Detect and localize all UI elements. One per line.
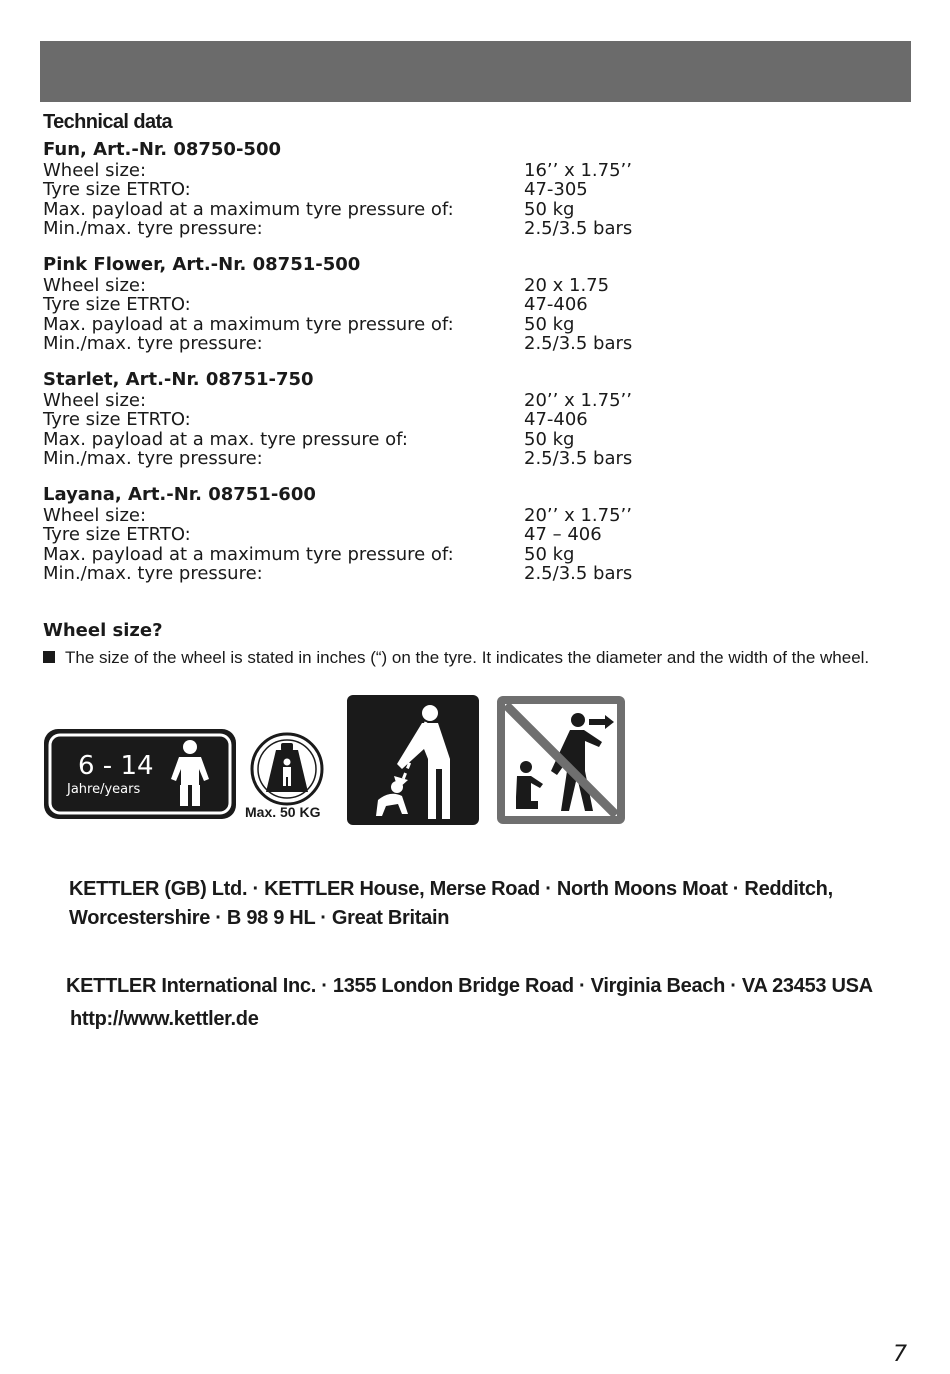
website-link[interactable]: http://www.kettler.de	[70, 1008, 259, 1030]
product-name: Starlet, Art.-Nr. 08751-750	[43, 369, 314, 390]
spec-value: 20’’ x 1.75’’	[524, 390, 632, 411]
spec-row	[43, 506, 663, 525]
spec-row	[43, 545, 663, 564]
spec-row	[43, 449, 663, 468]
spec-value: 47-406	[524, 409, 588, 431]
age-range-badge	[44, 729, 236, 819]
age-unit-text: Jahre/years	[67, 782, 141, 797]
page-title: Technical data	[43, 111, 173, 133]
spec-row	[43, 161, 663, 180]
spec-label: Tyre size ETRTO:	[43, 524, 191, 546]
age-range-text: 6 - 14	[78, 751, 154, 781]
wheel-size-explanation	[43, 648, 869, 668]
spec-row	[43, 525, 663, 544]
spec-row	[43, 180, 663, 199]
spec-row	[43, 200, 663, 219]
spec-label: Wheel size:	[43, 160, 147, 181]
address-us-line: KETTLER International Inc. · 1355 London Bridge Road · Virginia Beach · VA 23453 USA	[66, 975, 873, 997]
product-block	[43, 139, 663, 238]
spec-value: 47 – 406	[524, 524, 602, 546]
spec-value: 2.5/3.5 bars	[524, 562, 633, 584]
spec-label: Tyre size ETRTO:	[43, 409, 191, 431]
spec-row	[43, 410, 663, 429]
spec-value: 50 kg	[524, 543, 575, 565]
spec-label: Tyre size ETRTO:	[43, 294, 191, 316]
safety-icons	[40, 690, 640, 835]
spec-label: Tyre size ETRTO:	[43, 179, 191, 201]
spec-value: 47-406	[524, 294, 588, 316]
page-number: 7	[893, 1342, 907, 1367]
no-leaving-child-icon	[497, 696, 625, 824]
spec-label: Wheel size:	[43, 505, 147, 526]
address-gb-line2: Worcestershire · B 98 9 HL · Great Britain	[69, 907, 450, 929]
spec-row	[43, 334, 663, 353]
spec-value: 20’’ x 1.75’’	[524, 505, 632, 526]
wheel-size-question: Wheel size?	[43, 620, 163, 641]
spec-label: Wheel size:	[43, 390, 147, 411]
spec-value: 50 kg	[524, 198, 575, 220]
spec-row	[43, 391, 663, 410]
spec-label: Max. payload at a maximum tyre pressure of:	[43, 543, 454, 565]
spec-label: Min./max. tyre pressure:	[43, 447, 263, 469]
product-name: Fun, Art.-Nr. 08750-500	[43, 139, 281, 160]
adult-supervision-icon	[347, 695, 479, 825]
spec-value: 2.5/3.5 bars	[524, 447, 633, 469]
square-bullet-icon	[43, 651, 55, 663]
weight-limit-text: Max. 50 KG	[245, 804, 321, 820]
spec-value: 2.5/3.5 bars	[524, 332, 633, 354]
spec-label: Max. payload at a maximum tyre pressure of:	[43, 313, 454, 335]
spec-label: Max. payload at a maximum tyre pressure of:	[43, 198, 454, 220]
header-bar	[40, 41, 911, 102]
spec-value: 20 x 1.75	[524, 275, 610, 296]
spec-value: 16’’ x 1.75’’	[524, 160, 632, 181]
product-block	[43, 484, 663, 583]
spec-row	[43, 219, 663, 238]
spec-value: 47-305	[524, 179, 588, 201]
spec-label: Min./max. tyre pressure:	[43, 332, 263, 354]
spec-label: Min./max. tyre pressure:	[43, 562, 263, 584]
product-block	[43, 369, 663, 468]
address-gb-line1: KETTLER (GB) Ltd. · KETTLER House, Merse Road · North Moons Moat · Redditch,	[69, 878, 833, 900]
spec-row	[43, 564, 663, 583]
spec-label: Min./max. tyre pressure:	[43, 217, 263, 239]
spec-row	[43, 276, 663, 295]
spec-row	[43, 315, 663, 334]
spec-row	[43, 430, 663, 449]
product-name: Layana, Art.-Nr. 08751-600	[43, 484, 316, 505]
weight-limit-badge	[245, 734, 322, 820]
spec-row	[43, 295, 663, 314]
product-block	[43, 254, 663, 353]
wheel-size-explanation-text: The size of the wheel is stated in inches (“) on the tyre. It indicates the diameter and the width of the wheel.	[65, 648, 870, 667]
spec-label: Max. payload at a max. tyre pressure of:	[43, 428, 408, 450]
spec-value: 2.5/3.5 bars	[524, 217, 633, 239]
spec-value: 50 kg	[524, 428, 575, 450]
product-name: Pink Flower, Art.-Nr. 08751-500	[43, 254, 361, 275]
spec-label: Wheel size:	[43, 275, 147, 296]
spec-value: 50 kg	[524, 313, 575, 335]
